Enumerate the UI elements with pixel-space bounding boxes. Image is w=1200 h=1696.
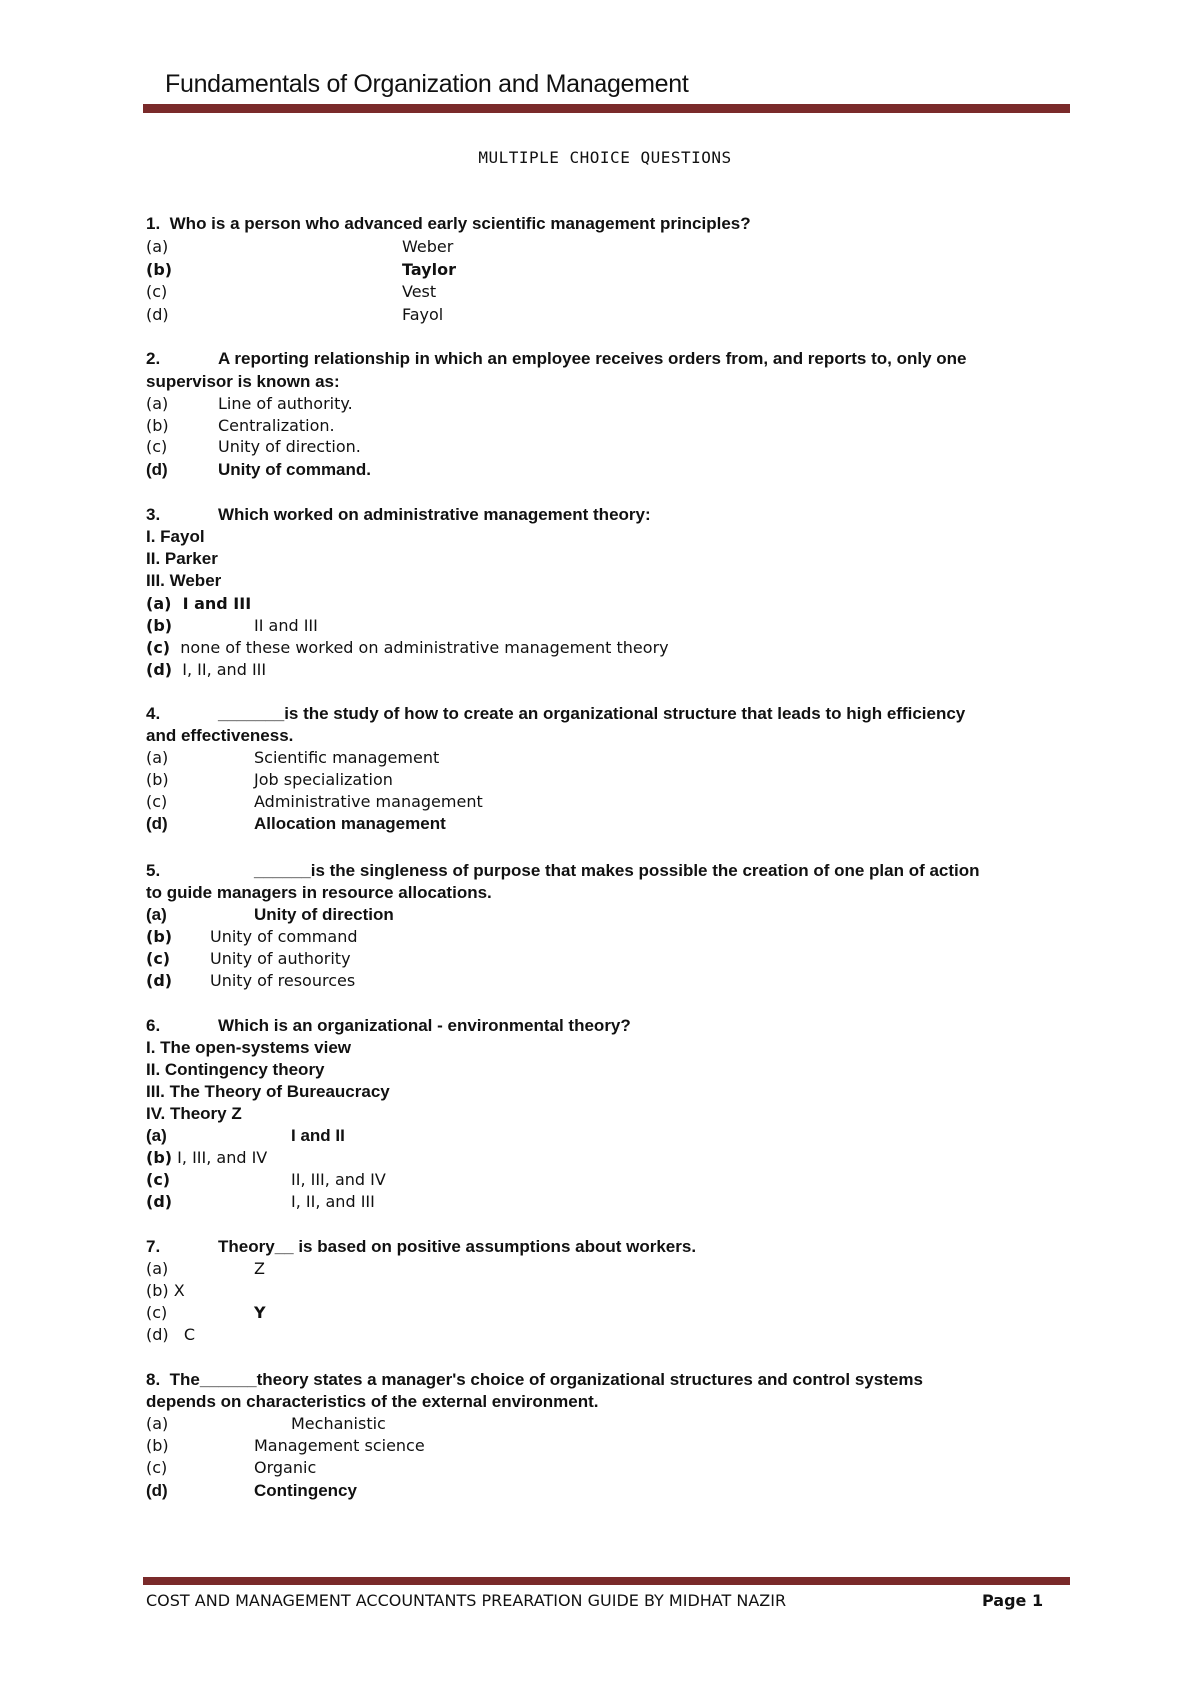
question-2: 2. A reporting relationship in which an employee receives orders from, and reports to, only one: [146, 349, 967, 368]
option-6c: (c) II, III, and IV: [146, 1170, 386, 1189]
answer-blank: __: [274, 1237, 294, 1256]
option-7c: (c) Y: [146, 1303, 266, 1322]
option-4c: (c) Administrative management: [146, 792, 483, 811]
statement-3-i: I. Fayol: [146, 527, 205, 546]
question-8: 8. The______theory states a manager's choice of organizational structures and control systems: [146, 1370, 923, 1389]
question-4: 4. _______is the study of how to create an organizational structure that leads to high efficiency: [146, 704, 966, 723]
option-1b: (b) Taylor: [146, 260, 456, 279]
statement-3-iii: III. Weber: [146, 571, 222, 590]
option-2d: (d) Unity of command.: [146, 460, 372, 479]
statement-6-iii: III. The Theory of Bureaucracy: [146, 1082, 390, 1101]
option-6b: (b) I, III, and IV: [146, 1148, 268, 1167]
answer-blank: ______: [254, 861, 311, 880]
statement-6-i: I. The open-systems view: [146, 1038, 352, 1057]
option-8b: (b) Management science: [146, 1436, 425, 1455]
option-1d: (d) Fayol: [146, 305, 444, 324]
option-1a: (a) Weber: [146, 237, 454, 256]
question-1: [146, 214, 751, 234]
footer-rule: [143, 1577, 1070, 1585]
header-rule: [143, 104, 1070, 113]
option-1c: (c) Vest: [146, 282, 437, 301]
footer-text: COST AND MANAGEMENT ACCOUNTANTS PREARATION GUIDE BY MIDHAT NAZIR: [146, 1591, 787, 1610]
question-5: 5. ______is the singleness of purpose that makes possible the creation of one plan of action: [146, 861, 980, 880]
question-5-cont: to guide managers in resource allocations.: [146, 883, 492, 902]
question-number: 1.: [146, 214, 161, 233]
option-4b: (b) Job specialization: [146, 770, 393, 789]
option-8c: (c) Organic: [146, 1458, 317, 1477]
question-3: 3. Which worked on administrative management theory:: [146, 505, 651, 524]
option-5d: (d) Unity of resources: [146, 971, 356, 990]
option-2a: (a) Line of authority.: [146, 394, 353, 413]
option-4d: (d) Allocation management: [146, 814, 446, 833]
page-title: MULTIPLE CHOICE QUESTIONS: [478, 148, 732, 167]
statement-3-ii: II. Parker: [146, 549, 218, 568]
option-6d: (d) I, II, and III: [146, 1192, 375, 1211]
page-number: Page 1: [982, 1591, 1044, 1610]
option-5c: (c) Unity of authority: [146, 949, 351, 968]
option-4a: (a) Scientific management: [146, 748, 440, 767]
option-6a: (a) I and II: [146, 1126, 345, 1145]
option-7d: (d) C: [146, 1325, 196, 1344]
question-8-cont: depends on characteristics of the external environment.: [146, 1392, 599, 1411]
option-8d: (d) Contingency: [146, 1481, 357, 1500]
answer-blank: ______: [199, 1370, 257, 1389]
question-text: Who is a person who advanced early scientific management principles?: [169, 214, 751, 233]
option-3d: (d) I, II, and III: [146, 660, 267, 679]
question-2-cont: supervisor is known as:: [146, 372, 340, 391]
option-7b: (b) X: [146, 1281, 185, 1300]
option-7a: (a) Z: [146, 1259, 265, 1278]
question-7: 7. Theory__ is based on positive assumptions about workers.: [146, 1237, 697, 1256]
option-5a: (a) Unity of direction: [146, 905, 394, 924]
question-4-cont: and effectiveness.: [146, 726, 294, 745]
question-6: 6. Which is an organizational - environmental theory?: [146, 1016, 631, 1035]
header-title: Fundamentals of Organization and Management: [165, 70, 689, 98]
statement-6-ii: II. Contingency theory: [146, 1060, 325, 1079]
option-3a: (a) I and III: [146, 594, 252, 613]
option-2c: (c) Unity of direction.: [146, 437, 361, 456]
option-2b: (b) Centralization.: [146, 416, 335, 435]
statement-6-iv: IV. Theory Z: [146, 1104, 242, 1123]
option-8a: (a) Mechanistic: [146, 1414, 386, 1433]
option-5b: (b) Unity of command: [146, 927, 358, 946]
answer-blank: _______: [218, 704, 285, 723]
option-3b: (b) II and III: [146, 616, 318, 635]
option-3c: (c) none of these worked on administrative management theory: [146, 638, 669, 657]
